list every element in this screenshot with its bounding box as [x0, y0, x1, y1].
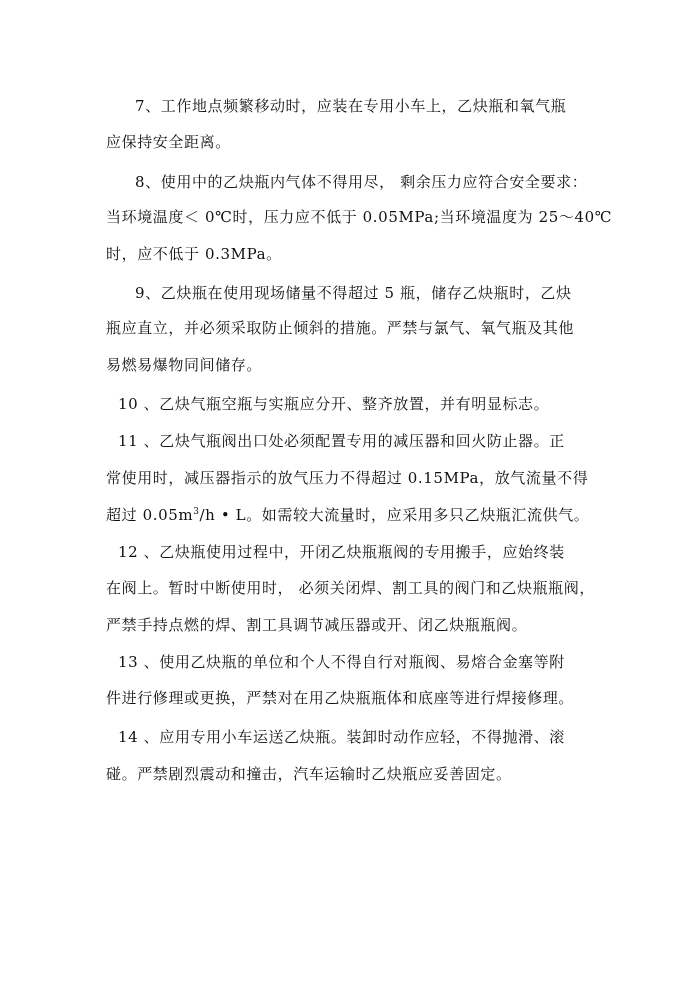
item-7-line-2: 应保持安全距离。 — [106, 133, 231, 151]
flow-text-before: 超过 0.05m — [106, 506, 194, 524]
item-10-line-1: 10 、乙炔气瓶空瓶与实瓶应分开、整齐放置，并有明显标志。 — [118, 395, 550, 413]
item-13-line-2: 件进行修理或更换，严禁对在用乙炔瓶瓶体和底座等进行焊接修理。 — [106, 689, 575, 707]
flow-text-after: /h • L。如需较大流量时，应采用多只乙炔瓶汇流供气。 — [199, 506, 590, 524]
item-9-line-2: 瓶应直立，并必须采取防止倾斜的措施。严禁与氯气、氧气瓶及其他 — [106, 319, 575, 337]
item-9-line-3: 易燃易爆物同间储存。 — [106, 356, 263, 374]
item-14-line-1: 14 、应用专用小车运送乙炔瓶。装卸时动作应轻，不得抛滑、滚 — [118, 728, 565, 746]
item-8-line-3: 时，应不低于 0.3MPa。 — [106, 245, 282, 263]
item-9-line-1: 9、乙炔瓶在使用现场储量不得超过 5 瓶，储存乙炔瓶时，乙炔 — [135, 284, 572, 302]
item-14-line-2: 碰。严禁剧烈震动和撞击，汽车运输时乙炔瓶应妥善固定。 — [106, 765, 512, 783]
item-12-line-2: 在阀上。暂时中断使用时， 必须关闭焊、割工具的阀门和乙炔瓶瓶阀， — [106, 579, 595, 597]
item-12-line-1: 12 、乙炔瓶使用过程中，开闭乙炔瓶瓶阀的专用搬手，应始终装 — [118, 543, 565, 561]
item-8-line-1: 8、使用中的乙炔瓶内气体不得用尽， 剩余压力应符合安全要求： — [135, 173, 588, 191]
flow-superscript: 3 — [193, 507, 200, 517]
item-8-line-2: 当环境温度＜ 0℃时，压力应不低于 0.05MPa;当环境温度为 25～40℃ — [106, 208, 613, 226]
item-12-line-3: 严禁手持点燃的焊、割工具调节减压器或开、闭乙炔瓶瓶阀。 — [106, 616, 528, 634]
item-13-line-1: 13 、使用乙炔瓶的单位和个人不得自行对瓶阀、易熔合金塞等附 — [118, 653, 565, 671]
item-7-line-1: 7、工作地点频繁移动时，应装在专用小车上，乙炔瓶和氧气瓶 — [135, 97, 567, 115]
item-11-line-2: 常使用时，减压器指示的放气压力不得超过 0.15MPa，放气流量不得 — [106, 469, 589, 487]
item-11-line-3 — [106, 505, 589, 525]
item-11-line-1: 11 、乙炔气瓶阀出口处必须配置专用的减压器和回火防止器。正 — [118, 432, 565, 450]
